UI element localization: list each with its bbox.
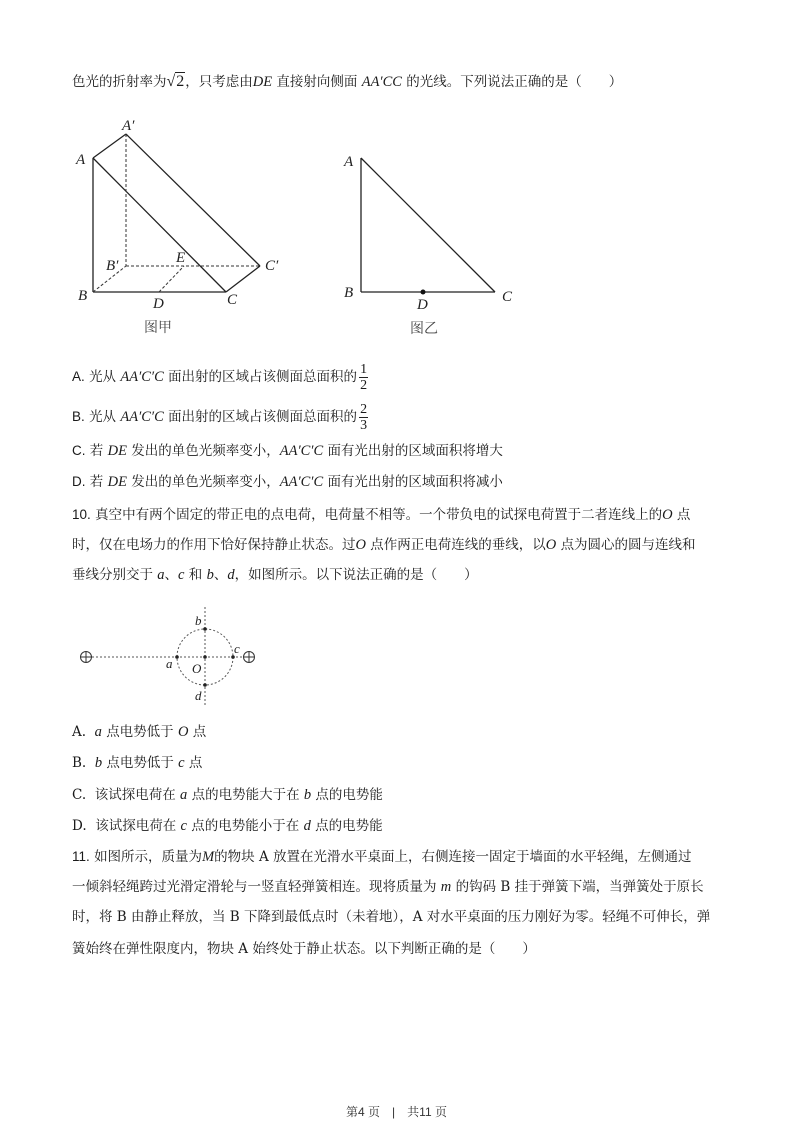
text: 该试探电荷在 xyxy=(94,787,176,803)
math: AA′C′C xyxy=(279,443,324,459)
point-b xyxy=(203,627,207,631)
radicand: 2 xyxy=(176,73,185,90)
math: DE xyxy=(107,443,127,459)
text: 点为圆心的圆与连线和 xyxy=(560,537,696,553)
label-A: A xyxy=(344,154,354,170)
option-key: A. xyxy=(72,724,87,740)
label-b: b xyxy=(195,613,202,628)
text: 点的电势能 xyxy=(315,787,383,803)
fraction xyxy=(359,362,368,393)
text: 簧始终在弹性限度内，物块 A 始终处于静止状态。以下判断正确的是（ ） xyxy=(72,941,536,957)
label-a: a xyxy=(166,656,173,671)
sqrt-2: √2 xyxy=(166,73,185,90)
math: d xyxy=(303,818,311,834)
text: 的光线。下列说法正确的是（ ） xyxy=(406,74,623,90)
label-B: B xyxy=(344,285,354,301)
text: 、 xyxy=(213,567,228,583)
label-C-prime: C′ xyxy=(265,258,279,274)
q9-option-c[interactable] xyxy=(72,441,503,461)
figure-caption: 图乙 xyxy=(410,321,438,337)
math: a xyxy=(157,567,165,583)
q9-option-a[interactable] xyxy=(72,362,368,393)
text: 一倾斜轻绳跨过光滑定滑轮与一竖直轻弹簧相连。现将质量为 xyxy=(72,879,437,895)
text: 发出的单色光频率变小， xyxy=(131,443,280,459)
question-number: 10. xyxy=(72,507,91,522)
edge-AC-prime xyxy=(126,134,260,266)
text: 若 xyxy=(89,443,104,459)
q11-stem-line-1 xyxy=(72,847,692,867)
q10-option-c[interactable] xyxy=(72,785,383,805)
label-A-prime: A′ xyxy=(122,118,135,134)
text: 点电势低于 xyxy=(106,724,174,740)
text: 面出射的区域占该侧面总面积的 xyxy=(168,409,358,425)
math: AA′C′C xyxy=(120,369,164,385)
math: AA′C′C xyxy=(120,409,164,425)
q10-option-b[interactable] xyxy=(72,753,202,773)
charge-right xyxy=(244,652,255,663)
text: 的物块 A 放置在光滑水平桌面上，右侧连接一固定于墙面的水平轻绳，左侧通过 xyxy=(214,849,692,865)
text: ，只考虑由 xyxy=(185,74,253,90)
text: 、 xyxy=(164,567,179,583)
figure-caption: 图甲 xyxy=(144,320,172,336)
math: c xyxy=(180,818,187,834)
q10-stem-line-2 xyxy=(72,535,696,555)
option-key: D. xyxy=(72,818,87,834)
figure-triangle-2d xyxy=(330,140,530,340)
math: O xyxy=(545,537,557,553)
fraction xyxy=(359,402,368,433)
edge-AA xyxy=(93,134,126,158)
text: 光从 xyxy=(89,369,117,385)
q9-stem-continuation xyxy=(72,72,622,92)
denominator: 3 xyxy=(360,418,368,433)
text: 点电势低于 xyxy=(106,755,174,771)
segment-DE xyxy=(159,266,184,292)
numerator: 2 xyxy=(360,402,368,417)
math: d xyxy=(227,567,235,583)
option-key: A. xyxy=(72,369,85,384)
math: AA′CC xyxy=(361,74,402,90)
option-key: D. xyxy=(72,474,86,489)
charge-left xyxy=(81,652,92,663)
text: 发出的单色光频率变小， xyxy=(131,474,280,490)
q11-stem-line-2 xyxy=(72,877,704,897)
label-C: C xyxy=(502,289,513,305)
text: 真空中有两个固定的带正电的点电荷，电荷量不相等。一个带负电的试探电荷置于二者连线上的 xyxy=(95,507,663,523)
math: c xyxy=(178,755,185,771)
text: 点作两正电荷连线的垂线，以 xyxy=(370,537,546,553)
math: DE xyxy=(252,74,273,90)
math: AA′C′C xyxy=(279,474,324,490)
math: O xyxy=(662,507,673,523)
question-number: 11. xyxy=(72,849,90,864)
text: 点的电势能 xyxy=(315,818,383,834)
text: 如图所示，质量为 xyxy=(94,849,203,865)
q9-option-b[interactable] xyxy=(72,402,368,433)
point-D xyxy=(421,290,426,295)
text: 面有光出射的区域面积将增大 xyxy=(327,443,503,459)
option-key: B. xyxy=(72,409,85,424)
q10-stem-line-3 xyxy=(72,565,478,585)
text: 点的电势能小于在 xyxy=(191,818,300,834)
math: a xyxy=(180,787,188,803)
option-key: C. xyxy=(72,787,87,803)
point-O xyxy=(203,655,207,659)
text: 点 xyxy=(192,724,207,740)
text: 若 xyxy=(89,474,104,490)
text: 和 xyxy=(188,567,203,583)
math: M xyxy=(202,849,215,865)
text: 垂线分别交于 xyxy=(72,567,153,583)
text: 光从 xyxy=(89,409,117,425)
label-E: E xyxy=(176,250,186,266)
edge-CC xyxy=(226,266,260,292)
q10-option-d[interactable] xyxy=(72,816,383,836)
q11-stem-line-3 xyxy=(72,907,710,927)
math: b xyxy=(303,787,312,803)
text: 时，仅在电场力的作用下恰好保持静止状态。过 xyxy=(72,537,356,553)
numerator: 1 xyxy=(360,362,368,377)
text: 面有光出射的区域面积将减小 xyxy=(327,474,503,490)
math: O xyxy=(177,724,189,740)
text: ，如图所示。以下说法正确的是（ ） xyxy=(234,567,478,583)
label-c: c xyxy=(234,641,240,656)
text: 点的电势能大于在 xyxy=(191,787,300,803)
math: O xyxy=(355,537,366,553)
text: 点 xyxy=(676,507,691,523)
text: 色光的折射率为 xyxy=(72,74,167,90)
math: a xyxy=(94,724,102,740)
text: 点 xyxy=(188,755,203,771)
point-d xyxy=(203,683,207,687)
math: b xyxy=(94,755,103,771)
text: 时，将 B 由静止释放，当 B 下降到最低点时（未着地），A 对水平桌面的压力刚好为零。轻绳不可伸长，弹 xyxy=(72,909,711,925)
q11-stem-line-4 xyxy=(72,939,536,959)
math: m xyxy=(440,879,452,895)
page-footer: 第4 页 | 共11 页 xyxy=(346,1105,447,1119)
label-C: C xyxy=(227,292,238,308)
q9-option-d[interactable] xyxy=(72,472,503,492)
option-key: C. xyxy=(72,443,86,458)
point-a xyxy=(175,655,179,659)
option-key: B. xyxy=(72,755,87,771)
figure-charges-circle xyxy=(70,605,270,710)
figure-prism-3d xyxy=(60,110,300,342)
label-D: D xyxy=(417,297,428,313)
text: 该试探电荷在 xyxy=(95,818,177,834)
label-O: O xyxy=(192,661,202,676)
text: 的钩码 B 挂于弹簧下端，当弹簧处于原长 xyxy=(455,879,704,895)
math: b xyxy=(206,567,214,583)
edge-AC xyxy=(361,158,495,292)
math: c xyxy=(178,567,185,583)
label-B: B xyxy=(78,288,88,304)
q10-option-a[interactable] xyxy=(72,722,206,742)
label-A: A xyxy=(76,152,86,168)
label-D: D xyxy=(153,296,164,312)
q10-stem-line-1 xyxy=(72,505,690,525)
text: 直接射向侧面 xyxy=(276,74,358,90)
denominator: 2 xyxy=(360,378,368,393)
label-d: d xyxy=(195,688,202,703)
label-B-prime: B′ xyxy=(106,258,119,274)
math: DE xyxy=(107,474,127,490)
text: 面出射的区域占该侧面总面积的 xyxy=(168,369,358,385)
